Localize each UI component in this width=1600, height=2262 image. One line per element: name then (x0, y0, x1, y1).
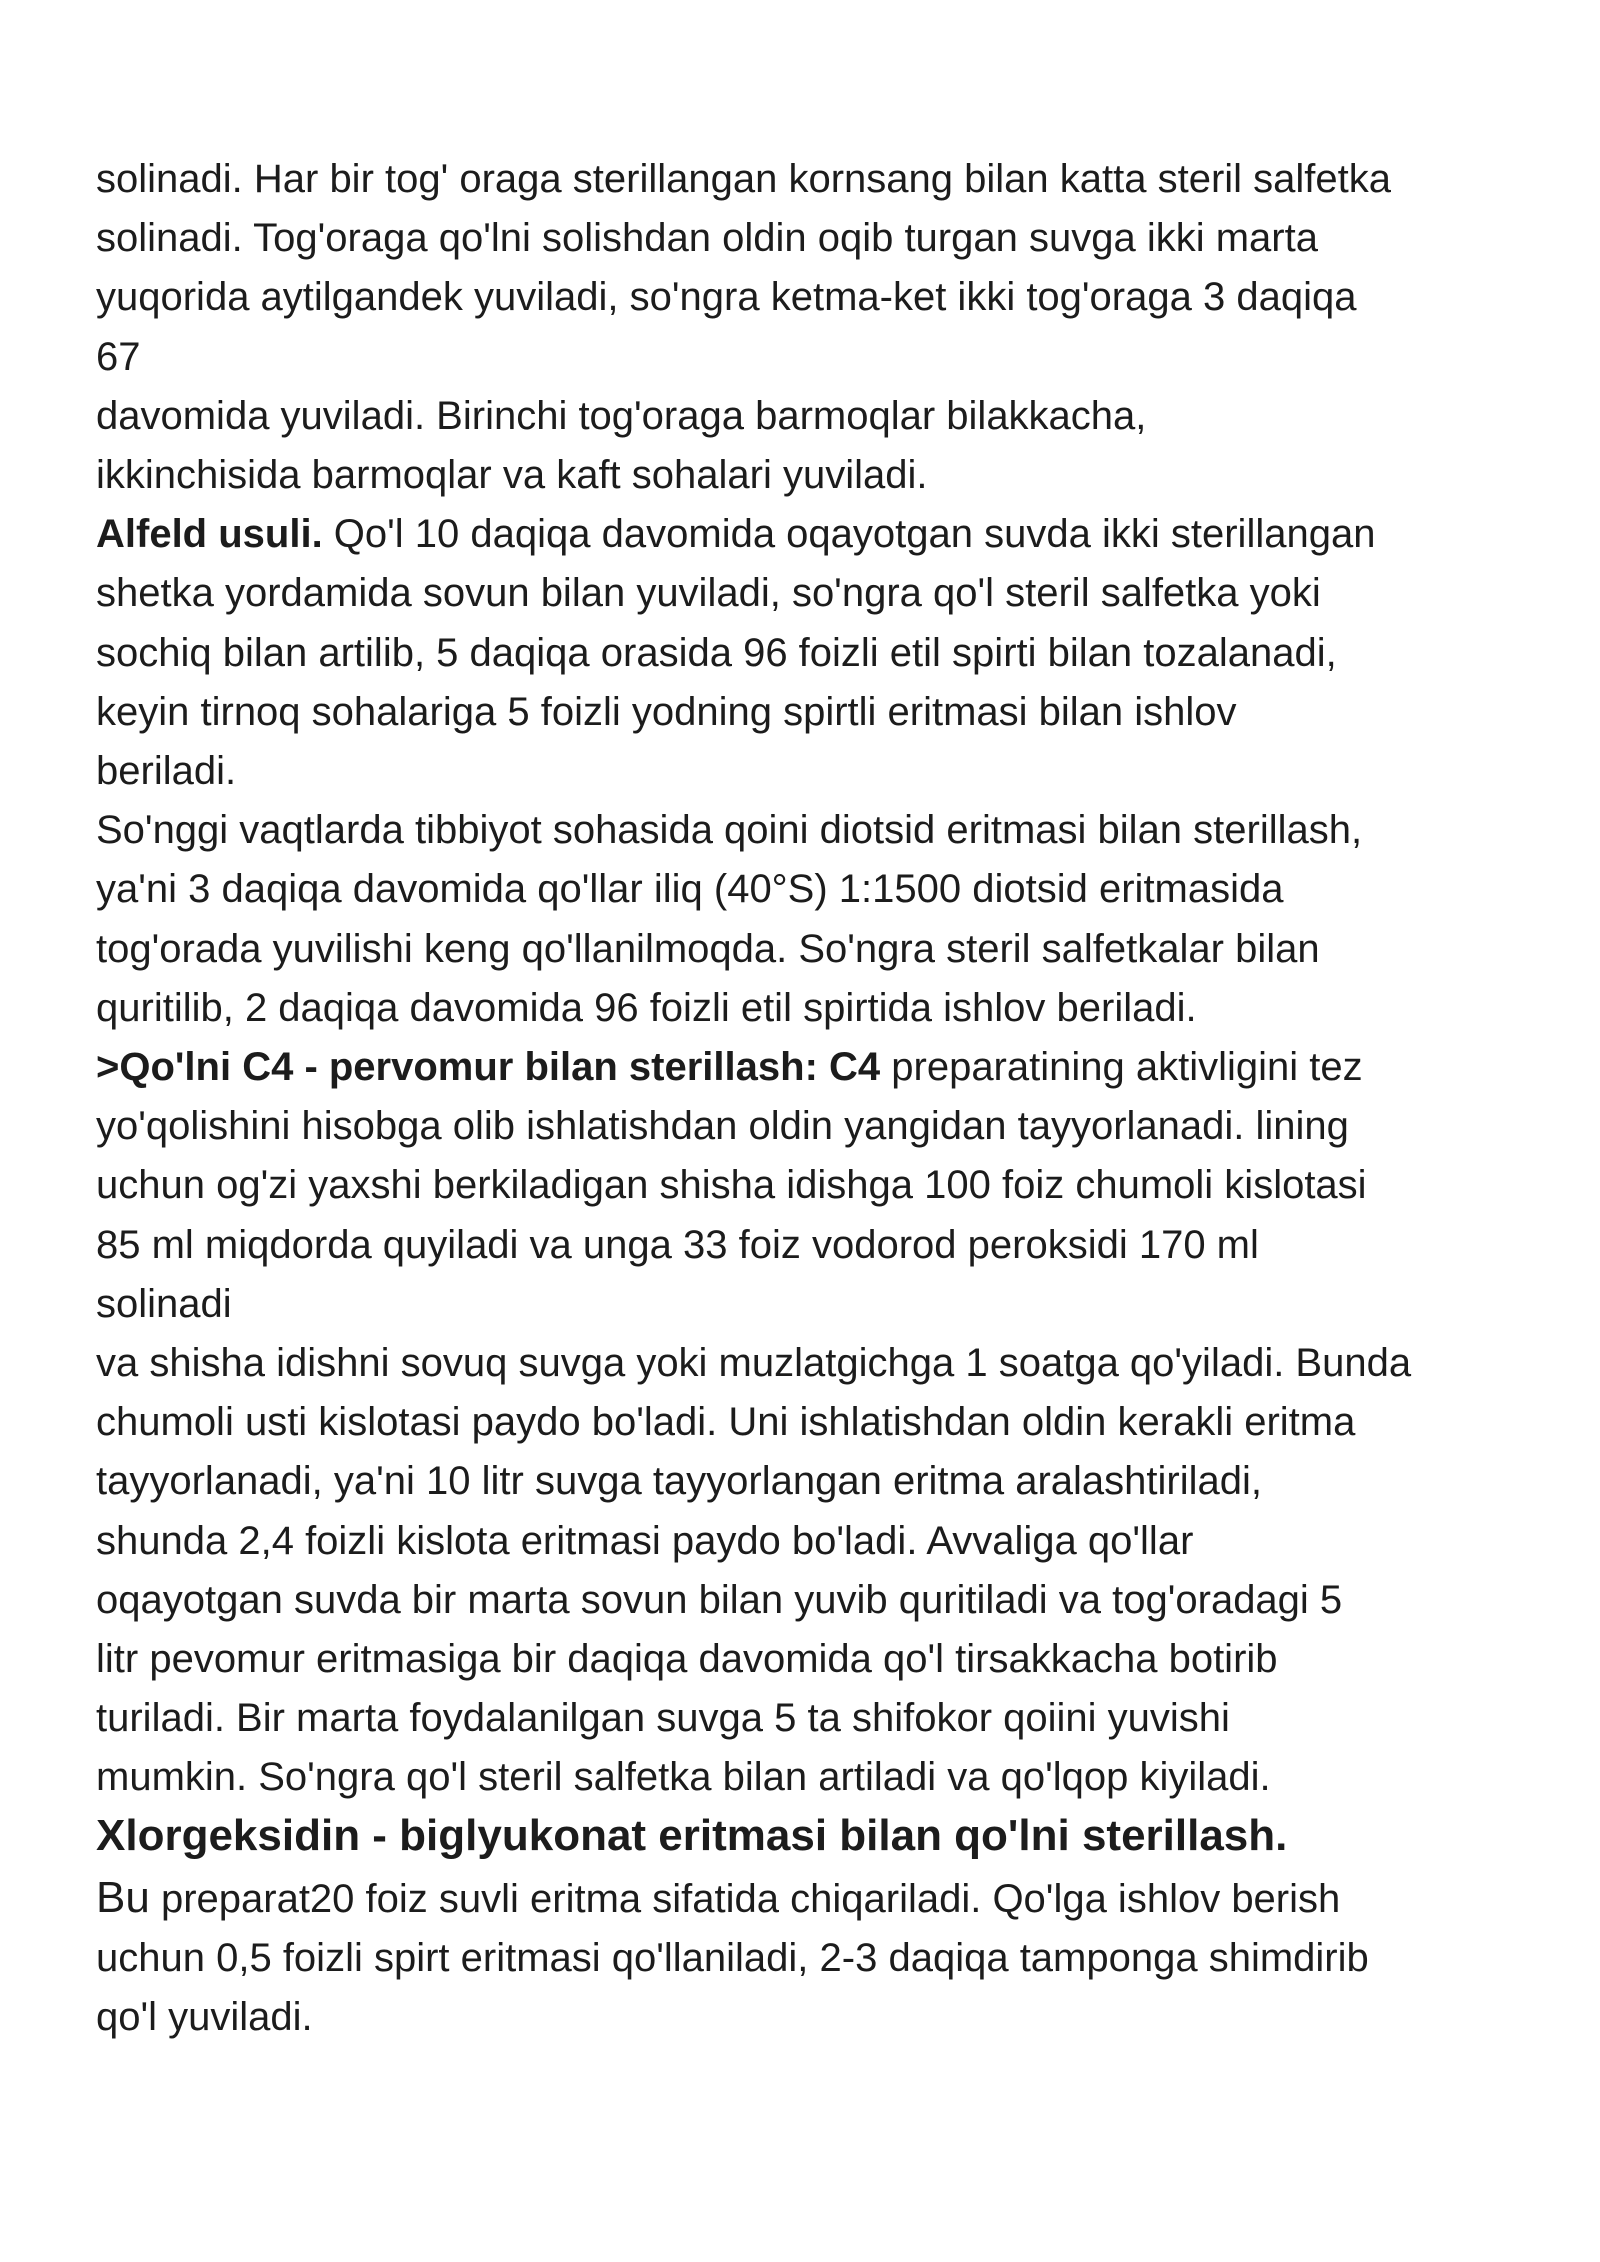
text-line: turiladi. Bir marta foydalanilgan suvga 5 ta shifokor qoiini yuvishi (96, 1696, 1230, 1741)
text-line: solinadi. Tog'oraga qo'lni solishdan oldin oqib turgan suvga ikki marta (96, 216, 1318, 261)
c4-first-line (96, 1038, 1556, 1097)
section-heading: Xlorgeksidin - biglyukonat eritmasi bilan qo'lni sterillash. (96, 1810, 1288, 1860)
alfeld-first-line (96, 505, 1556, 564)
text-line: keyin tirnoq sohalariga 5 foizli yodning spirtli eritmasi bilan ishlov (96, 689, 1237, 734)
text-line: litr pevomur eritmasiga bir daqiqa davomida qo'l tirsakkacha botirib (96, 1637, 1278, 1682)
document-page (96, 150, 1556, 2047)
text-line: shetka yordamida sovun bilan yuviladi, so'ngra qo'l steril salfetka yoki (96, 571, 1321, 616)
text-line: ya'ni 3 daqiqa davomida qo'llar iliq (40°S) 1:1500 diotsid eritmasida (96, 867, 1284, 912)
text-line: va shisha idishni sovuq suvga yoki muzlatgichga 1 soatga qo'yiladi. Bunda (96, 1341, 1412, 1386)
alfeld-title: Alfeld usuli. (96, 512, 323, 557)
text-line: tayyorlanadi, ya'ni 10 litr suvga tayyorlangan eritma aralashtiriladi, (96, 1459, 1262, 1504)
text-line: uchun 0,5 foizli spirt eritmasi qo'llaniladi, 2-3 daqiqa tamponga shimdirib (96, 1935, 1369, 1980)
text-line: davomida yuviladi. Birinchi tog'oraga barmoqlar bilakkacha, (96, 393, 1147, 438)
text-line: uchun og'zi yaxshi berkiladigan shisha idishga 100 foiz chumoli kislotasi (96, 1163, 1367, 1208)
text-line: oqayotgan suvda bir marta sovun bilan yuvib quritiladi va tog'oradagi 5 (96, 1577, 1343, 1622)
text-line: beriladi. (96, 749, 237, 794)
xlor-first-line (96, 1868, 1556, 1929)
text-line: shunda 2,4 foizli kislota eritmasi paydo bo'ladi. Avvaliga qo'llar (96, 1518, 1194, 1563)
text-line: qo'l yuviladi. (96, 1995, 313, 2040)
text-line: solinadi (96, 1281, 232, 1326)
text-line: solinadi. Har bir tog' oraga sterillangan kornsang bilan katta steril salfetka (96, 157, 1391, 201)
text-line: ikkinchisida barmoqlar va kaft sohalari yuviladi. (96, 453, 928, 498)
text-line: yuqorida aytilgandek yuviladi, so'ngra ketma-ket ikki tog'oraga 3 daqiqa (96, 275, 1357, 320)
alfeld-first-line-text: Qo'l 10 daqiqa davomida oqayotgan suvda ikki sterillangan (322, 512, 1376, 557)
text-line: So'nggi vaqtlarda tibbiyot sohasida qoini diotsid eritmasi bilan sterillash, (96, 808, 1363, 853)
c4-title: >Qo'lni C4 - pervomur bilan sterillash: C4 (96, 1045, 881, 1090)
text-line: quritilib, 2 daqiqa davomida 96 foizli etil spirtida ishlov beriladi. (96, 985, 1197, 1030)
c4-first-line-text: preparatining aktivligini tez (880, 1045, 1363, 1090)
text-line: yo'qolishini hisobga olib ishlatishdan oldin yangidan tayyorlanadi. lining (96, 1104, 1349, 1149)
xlor-first-word: Bu (96, 1872, 150, 1922)
text-line: chumoli usti kislotasi paydo bo'ladi. Uni ishlatishdan oldin kerakli eritma (96, 1400, 1356, 1445)
xlor-first-line-text: preparat20 foiz suvli eritma sifatida chiqariladi. Qo'lga ishlov berish (149, 1876, 1341, 1921)
text-line: tog'orada yuvilishi keng qo'llanilmoqda. So'ngra steril salfetkalar bilan (96, 926, 1320, 971)
text-line: sochiq bilan artilib, 5 daqiqa orasida 96 foizli etil spirti bilan tozalanadi, (96, 630, 1337, 675)
text-line: 85 ml miqdorda quyiladi va unga 33 foiz vodorod peroksidi 170 ml (96, 1222, 1259, 1267)
text-line: mumkin. So'ngra qo'l steril salfetka bilan artiladi va qo'lqop kiyiladi. (96, 1755, 1271, 1800)
page-number: 67 (96, 334, 141, 379)
